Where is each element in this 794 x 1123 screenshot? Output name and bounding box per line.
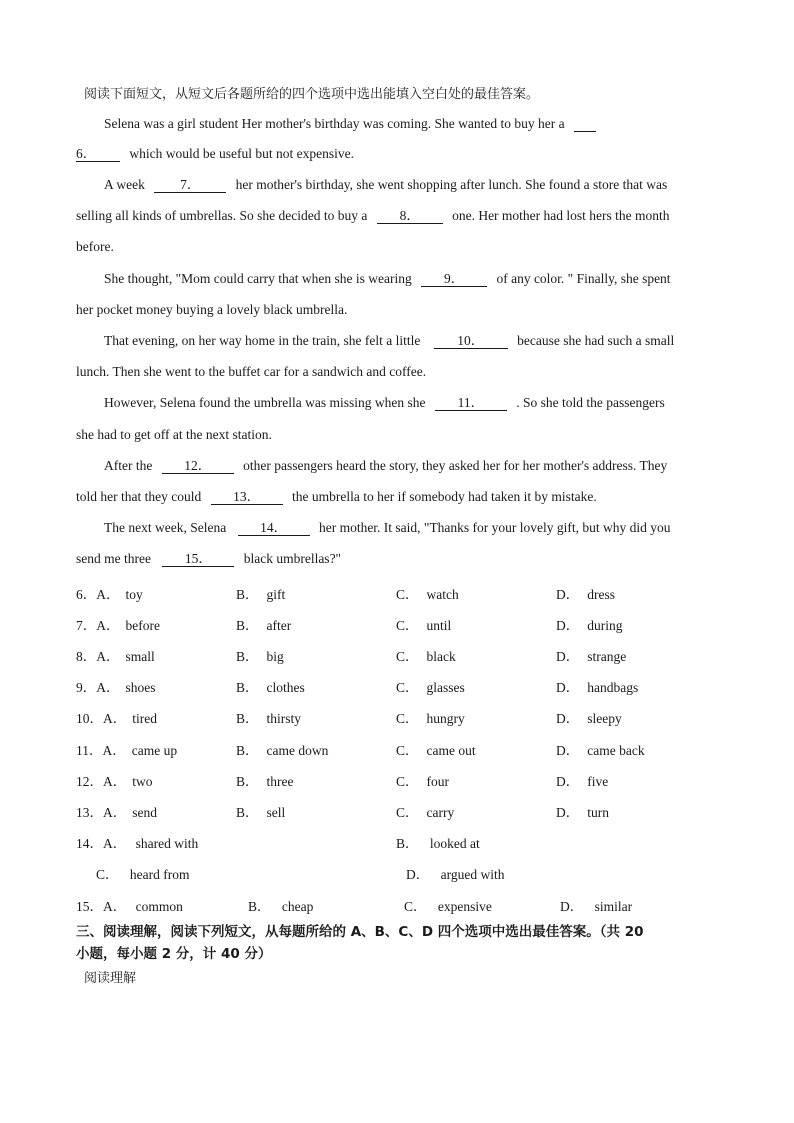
- option-text: black: [426, 649, 456, 664]
- question-15-c[interactable]: [404, 895, 492, 915]
- option-label: B．: [396, 836, 419, 851]
- passage-line: [76, 551, 341, 567]
- passage-text: her mother. It said, "Thanks for your lovely gift, but why did you: [318, 520, 671, 535]
- option-text: similar: [594, 899, 633, 914]
- option-text: glasses: [426, 680, 465, 695]
- passage-text: However, Selena found the umbrella was missing when she: [104, 395, 426, 410]
- passage-text: which would be useful but not expensive.: [129, 146, 354, 161]
- option-label: C．: [396, 680, 419, 695]
- passage-text: She thought, "Mom could carry that when she is wearing: [104, 271, 412, 286]
- option-text: sell: [266, 805, 286, 820]
- option-text: shoes: [125, 680, 156, 695]
- question-14-c[interactable]: [96, 863, 190, 883]
- question-7-d[interactable]: [556, 614, 623, 634]
- option-text: three: [266, 774, 294, 789]
- question-6-c[interactable]: [396, 583, 459, 603]
- passage-text: selling all kinds of umbrellas. So she decided to buy a: [76, 208, 368, 223]
- option-text: sleepy: [587, 711, 622, 726]
- option-label: C．: [396, 711, 419, 726]
- option-text: two: [132, 774, 153, 789]
- option-text: hungry: [426, 711, 465, 726]
- passage-text: she had to get off at the next station.: [76, 427, 272, 442]
- option-text: handbags: [587, 680, 639, 695]
- option-label: B．: [236, 711, 259, 726]
- option-label: C．: [396, 587, 419, 602]
- question-8-a[interactable]: [76, 645, 155, 665]
- option-text: after: [266, 618, 292, 633]
- question-13-d[interactable]: [556, 801, 609, 821]
- blank-12: 12．: [162, 459, 234, 474]
- passage-text: her mother's birthday, she went shopping after lunch. She found a store that was: [235, 177, 668, 192]
- option-label: D．: [556, 587, 580, 602]
- option-text: expensive: [437, 899, 492, 914]
- option-label: D．: [556, 649, 580, 664]
- question-11-a[interactable]: [76, 739, 177, 759]
- question-9-a[interactable]: [76, 676, 156, 696]
- question-11-d[interactable]: [556, 739, 645, 759]
- question-14-b[interactable]: [396, 832, 480, 852]
- question-number: 7．A．: [76, 618, 120, 633]
- blank-9: 9．: [421, 272, 487, 287]
- question-14-a[interactable]: [76, 832, 198, 852]
- passage-text: before.: [76, 239, 114, 254]
- option-label: C．: [396, 805, 419, 820]
- option-text: dress: [587, 587, 615, 602]
- option-label: D．: [556, 743, 580, 758]
- blank-14: 14．: [238, 521, 310, 536]
- question-number: 13．A．: [76, 805, 127, 820]
- question-10-a[interactable]: [76, 707, 157, 727]
- passage-text: A week: [104, 177, 145, 192]
- question-12-b[interactable]: [236, 770, 294, 790]
- question-number: 6．A．: [76, 587, 120, 602]
- section-heading: 三、阅读理解，阅读下列短文，从每题所给的 A、B、C、D 四个选项中选出最佳答案。（共 20: [76, 924, 644, 940]
- option-text: carry: [426, 805, 455, 820]
- question-9-b[interactable]: [236, 676, 305, 696]
- passage-line: [76, 208, 670, 224]
- option-text: gift: [266, 587, 286, 602]
- question-7-c[interactable]: [396, 614, 451, 634]
- passage-text: lunch. Then she went to the buffet car for a sandwich and coffee.: [76, 364, 427, 379]
- option-text: watch: [426, 587, 459, 602]
- blank-6-start: [574, 117, 596, 132]
- option-label: C．: [396, 774, 419, 789]
- option-label: D．: [556, 618, 580, 633]
- option-label: B．: [248, 899, 271, 914]
- passage-line: [104, 116, 596, 132]
- question-12-a[interactable]: [76, 770, 153, 790]
- question-number: 10．A．: [76, 711, 127, 726]
- question-12-c[interactable]: [396, 770, 449, 790]
- option-label: D．: [556, 774, 580, 789]
- section-subheading: 阅读理解: [84, 971, 137, 986]
- question-6-a[interactable]: [76, 583, 143, 603]
- question-number: 11．A．: [76, 743, 126, 758]
- question-number: 9．A．: [76, 680, 120, 695]
- passage-text: told her that they could: [76, 489, 202, 504]
- option-label: C．: [396, 618, 419, 633]
- passage-text: The next week, Selena: [104, 520, 227, 535]
- question-8-c[interactable]: [396, 645, 456, 665]
- blank-8: 8．: [377, 209, 443, 224]
- question-13-c[interactable]: [396, 801, 454, 821]
- question-number: 15．A．: [76, 899, 127, 914]
- option-text: before: [125, 618, 160, 633]
- option-label: B．: [236, 649, 259, 664]
- option-text: came out: [426, 743, 476, 758]
- option-text: four: [426, 774, 450, 789]
- passage-line: [104, 520, 671, 536]
- question-7-a[interactable]: [76, 614, 160, 634]
- question-number: 14．A．: [76, 836, 127, 851]
- question-number: 8．A．: [76, 649, 120, 664]
- passage-line: [76, 489, 597, 505]
- question-13-a[interactable]: [76, 801, 157, 821]
- option-label: C．: [96, 867, 119, 882]
- option-text: came back: [587, 743, 645, 758]
- option-text: common: [135, 899, 183, 914]
- option-text: strange: [587, 649, 627, 664]
- option-text: thirsty: [266, 711, 302, 726]
- question-10-b[interactable]: [236, 707, 301, 727]
- instruction: 阅读下面短文，从短文后各题所给的四个选项中选出能填入空白处的最佳答案。: [84, 87, 540, 102]
- question-15-d[interactable]: [560, 895, 632, 915]
- option-text: small: [125, 649, 155, 664]
- option-label: C．: [396, 649, 419, 664]
- option-text: tired: [132, 711, 157, 726]
- passage-text: the umbrella to her if somebody had taken it by mistake.: [291, 489, 597, 504]
- passage-text: of any color. " Finally, she spent: [496, 271, 671, 286]
- option-label: D．: [556, 805, 580, 820]
- option-text: turn: [587, 805, 609, 820]
- option-label: D．: [560, 899, 584, 914]
- passage-text: Selena was a girl student Her mother's birthday was coming. She wanted to buy her a: [104, 116, 565, 131]
- option-text: cheap: [281, 899, 314, 914]
- blank-15: 15．: [162, 552, 234, 567]
- question-8-b[interactable]: [236, 645, 284, 665]
- passage-text: . So she told the passengers: [516, 395, 665, 410]
- option-text: clothes: [266, 680, 305, 695]
- option-text: came down: [266, 743, 329, 758]
- option-text: during: [587, 618, 623, 633]
- question-10-d[interactable]: [556, 707, 622, 727]
- question-6-b[interactable]: [236, 583, 285, 603]
- passage-line: [104, 177, 667, 193]
- option-text: until: [426, 618, 452, 633]
- option-label: B．: [236, 774, 259, 789]
- question-6-d[interactable]: [556, 583, 615, 603]
- passage-line: [104, 333, 674, 349]
- question-15-b[interactable]: [248, 895, 313, 915]
- option-label: D．: [406, 867, 430, 882]
- passage-text: That evening, on her way home in the train, she felt a little: [104, 333, 421, 348]
- question-11-b[interactable]: [236, 739, 328, 759]
- passage-line: [76, 146, 354, 162]
- question-10-c[interactable]: [396, 707, 465, 727]
- question-number: 12．A．: [76, 774, 127, 789]
- passage-text: After the: [104, 458, 153, 473]
- blank-10: 10．: [434, 334, 508, 349]
- option-label: C．: [396, 743, 419, 758]
- option-label: B．: [236, 743, 259, 758]
- question-12-d[interactable]: [556, 770, 608, 790]
- option-text: toy: [125, 587, 143, 602]
- passage-line: [104, 458, 667, 474]
- option-text: send: [132, 805, 157, 820]
- blank-7: 7．: [154, 178, 226, 193]
- question-15-a[interactable]: [76, 895, 183, 915]
- option-text: shared with: [135, 836, 199, 851]
- question-13-b[interactable]: [236, 801, 285, 821]
- blank-11: 11．: [435, 396, 507, 411]
- option-text: argued with: [440, 867, 505, 882]
- passage-text: other passengers heard the story, they asked her for her mother's address. They: [243, 458, 668, 473]
- passage-text: one. Her mother had lost hers the month: [452, 208, 670, 223]
- passage-line: [104, 271, 671, 287]
- passage-text: because she had such a small: [517, 333, 675, 348]
- option-label: C．: [404, 899, 427, 914]
- passage-line: [104, 395, 665, 411]
- question-9-c[interactable]: [396, 676, 465, 696]
- option-label: B．: [236, 618, 259, 633]
- passage-text: her pocket money buying a lovely black umbrella.: [76, 302, 348, 317]
- option-label: B．: [236, 587, 259, 602]
- question-8-d[interactable]: [556, 645, 626, 665]
- option-text: looked at: [429, 836, 480, 851]
- question-14-d[interactable]: [406, 863, 505, 883]
- question-9-d[interactable]: [556, 676, 638, 696]
- option-label: D．: [556, 711, 580, 726]
- option-label: B．: [236, 680, 259, 695]
- option-text: five: [587, 774, 609, 789]
- section-heading-cont: 小题，每小题 2 分，计 40 分）: [76, 946, 272, 962]
- question-11-c[interactable]: [396, 739, 476, 759]
- option-label: D．: [556, 680, 580, 695]
- passage-text: send me three: [76, 551, 151, 566]
- option-label: B．: [236, 805, 259, 820]
- option-text: came up: [131, 743, 178, 758]
- option-text: big: [266, 649, 284, 664]
- blank-6: 6．: [76, 147, 120, 162]
- blank-13: 13．: [211, 490, 283, 505]
- passage-text: black umbrellas?": [243, 551, 342, 566]
- question-7-b[interactable]: [236, 614, 291, 634]
- option-text: heard from: [129, 867, 190, 882]
